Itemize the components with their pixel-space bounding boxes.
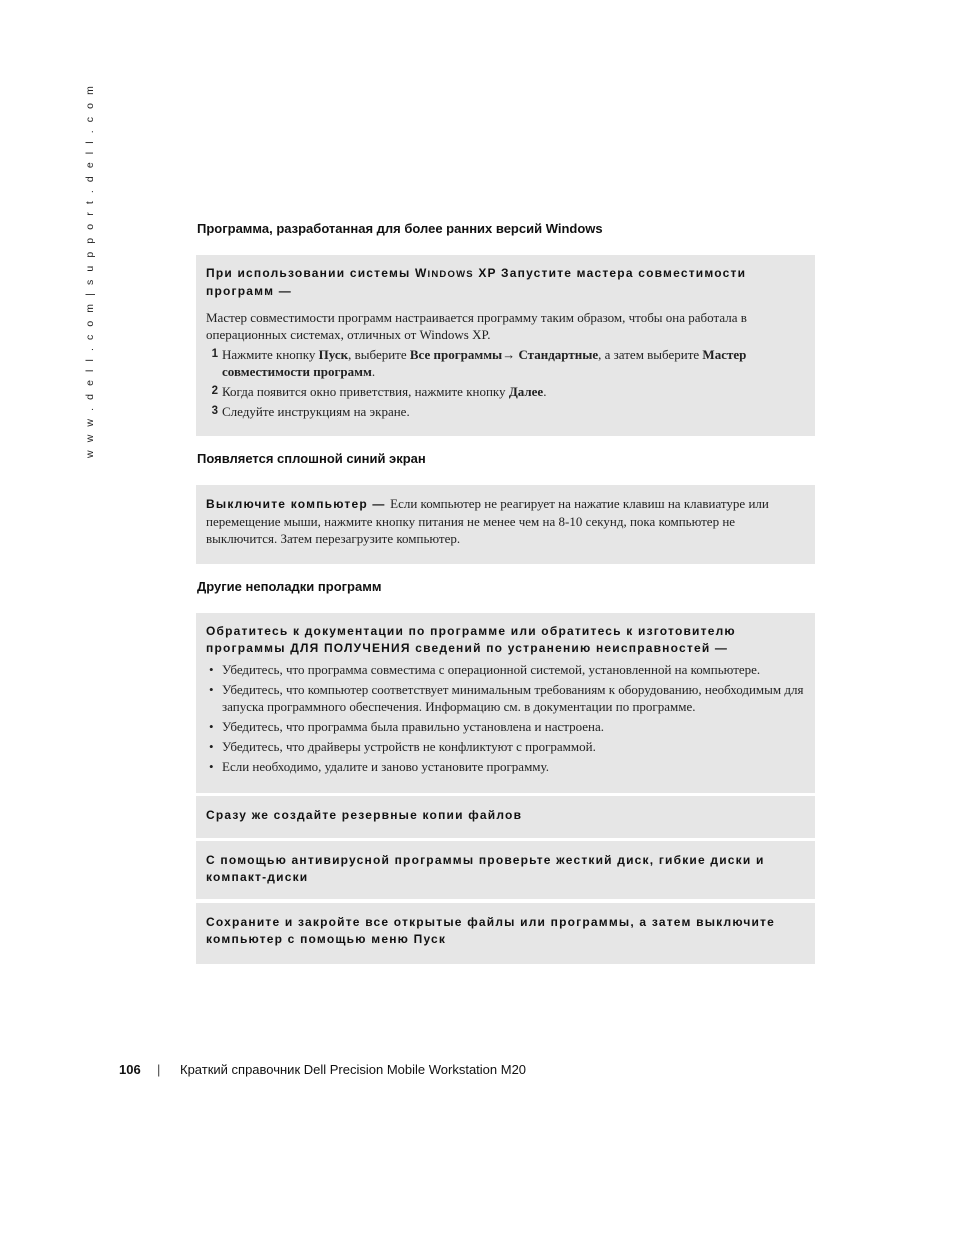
section-title-other-problems: Другие неполадки программ: [197, 579, 382, 594]
list-item: • Если необходимо, удалите и заново установите программу.: [209, 759, 549, 774]
side-url-bar: [84, 83, 98, 458]
step-2: 2 Когда появится окно приветствия, нажмите кнопку Далее.: [211, 384, 547, 399]
box-title-turn-off: Выключите компьютер —: [206, 497, 391, 511]
box-title-save-close: Сохраните и закройте все открытые файлы или программы, а затем выключите компьютер с помощью меню Пуск: [206, 915, 776, 946]
footer-title: Краткий справочник Dell Precision Mobile Workstation M20: [180, 1062, 527, 1077]
list-item: • Убедитесь, что программа была правильно установлена и настроена.: [209, 719, 605, 734]
step-3: 3 Следуйте инструкциям на экране.: [211, 404, 410, 419]
box-documentation: [196, 613, 815, 793]
step-1: 1 Нажмите кнопку Пуск, выберите Все программы→ Стандартные, а затем выберите Мастер совместимости программ.: [211, 347, 747, 379]
section-title-blue-screen: Появляется сплошной синий экран: [197, 451, 426, 466]
box-antivirus: [196, 841, 815, 899]
box-backup: [196, 796, 815, 838]
box-title-antivirus: С помощью антивирусной программы проверьте жесткий диск, гибкие диски и компакт-диски: [206, 853, 765, 884]
box-turn-off-computer: [196, 485, 815, 564]
footer-separator: |: [157, 1062, 161, 1077]
box-title-documentation: Обратитесь к документации по программе или обратитесь к изготовителю программы ДЛЯ ПОЛУЧЕНИЯ сведений по устранению неисправностей —: [206, 624, 736, 655]
side-url-text: w w w . d e l l . c o m | s u p p o r t . d e l l . c o m: [84, 83, 96, 458]
box-save-close: [196, 903, 815, 964]
list-item: • Убедитесь, что программа совместима с операционной системой, установленной на компьютере.: [209, 662, 761, 677]
section-title-legacy-program: Программа, разработанная для более ранних версий Windows: [197, 221, 603, 236]
box-title-backup: Сразу же создайте резервные копии файлов: [206, 808, 523, 822]
page-number: 106: [119, 1062, 141, 1077]
list-item: • Убедитесь, что компьютер соответствует минимальным требованиям к оборудованию, необходимым для запуска программного обеспечения. Информацию см. в документации по программе.: [209, 682, 804, 714]
paragraph-turn-off: Выключите компьютер — Если компьютер не реагирует на нажатие клавиш на клавиатуре или перемещение мыши, нажмите кнопку питания не менее чем на 8-10 секунд, пока компьютер не выключится. Затем перезагрузите компьютер.: [206, 496, 769, 546]
box-title-compatibility: При использовании системы WINDOWS XP Запустите мастера совместимости программ —: [206, 266, 747, 298]
paragraph-compatibility: Мастер совместимости программ настраивается программу таким образом, чтобы она работала в операционных системах, отличных от Windows XP.: [206, 310, 747, 342]
list-item: • Убедитесь, что драйверы устройств не конфликтуют с программой.: [209, 739, 596, 754]
box-compatibility-wizard: [196, 255, 815, 436]
